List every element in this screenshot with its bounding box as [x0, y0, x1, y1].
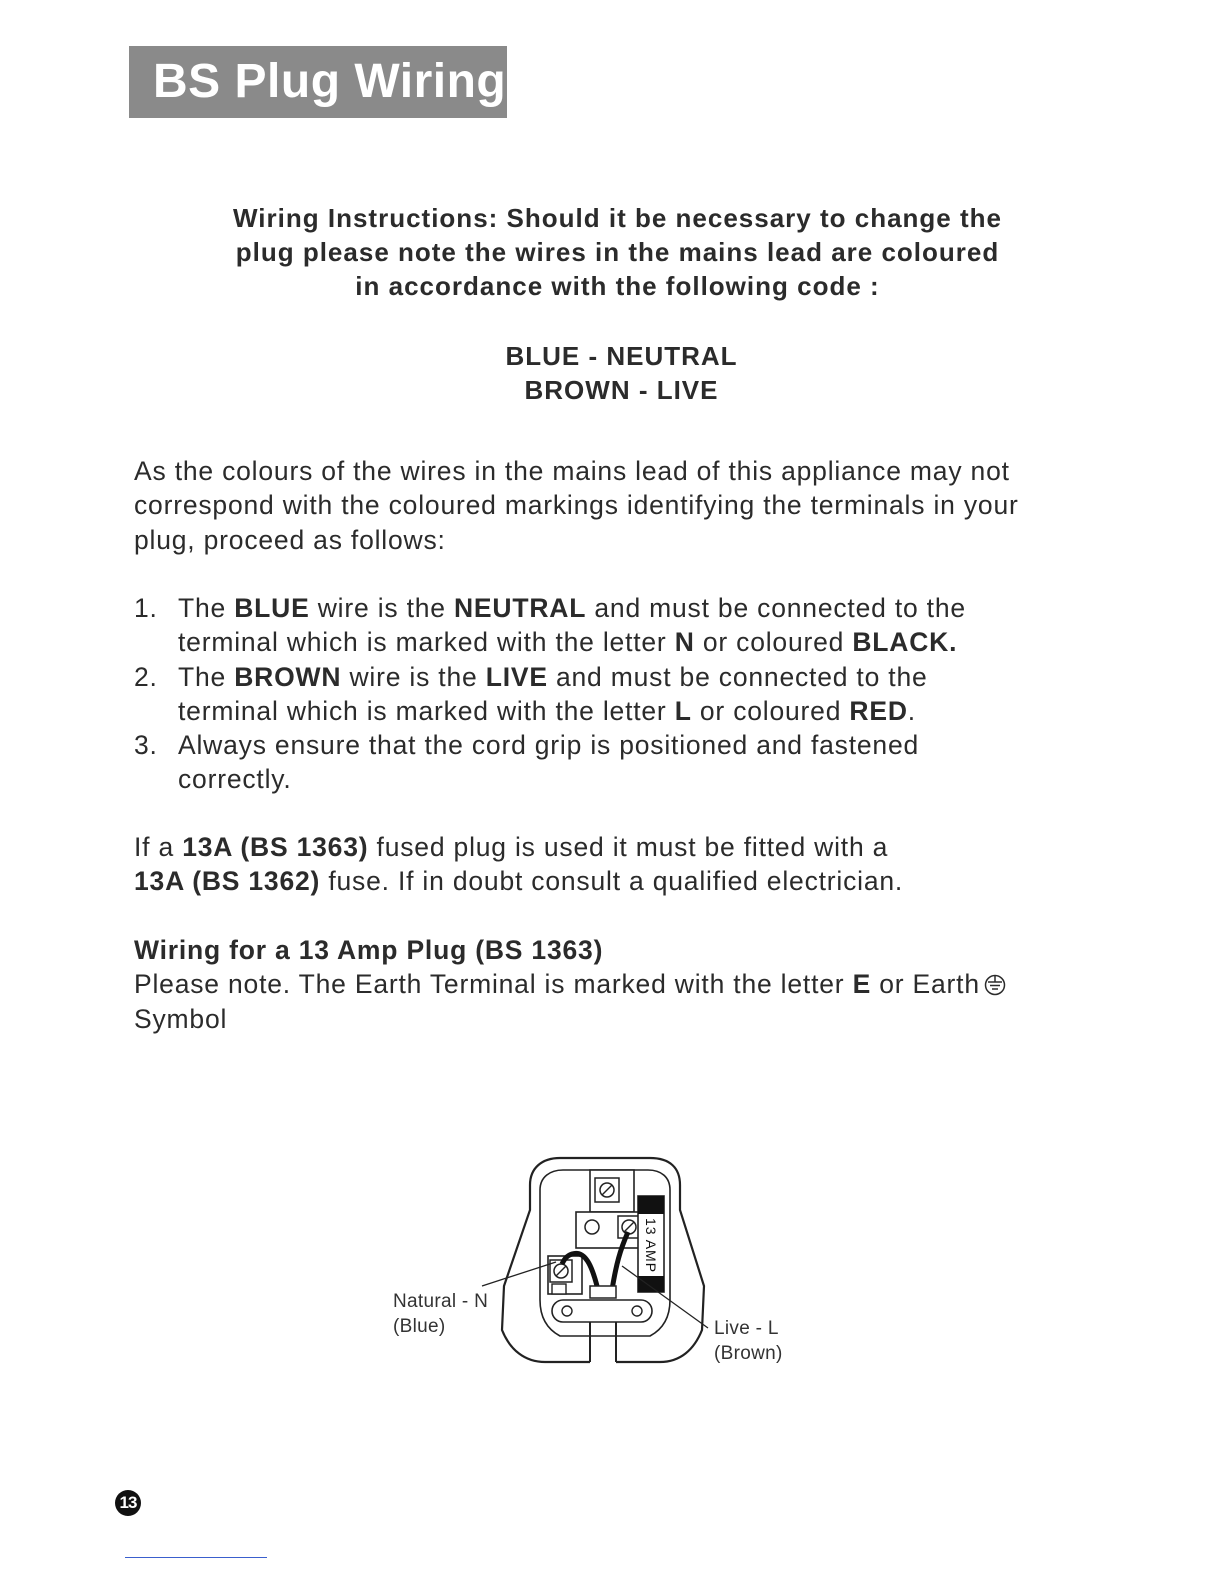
step-line: The BLUE wire is the NEUTRAL and must be connected to the [178, 593, 966, 623]
intro-line: Wiring Instructions: Should it be necessary to change the [233, 203, 1002, 233]
step-line: The BROWN wire is the LIVE and must be connected to the [178, 661, 928, 692]
page-number: 13 [115, 1490, 141, 1516]
colour-code [400, 339, 843, 407]
cord-grip-screw [562, 1306, 572, 1316]
step-1 [134, 591, 1124, 660]
fuse-line: 13A (BS 1362) fuse. If in doubt consult a qualified electrician. [134, 866, 904, 897]
step-3 [134, 728, 1124, 797]
paragraph-line: plug, proceed as follows: [134, 524, 446, 555]
colour-warning-paragraph [134, 454, 1124, 557]
step-number: 1. [134, 593, 158, 623]
fuse-cap-top [638, 1196, 664, 1214]
live-colour-label: (Brown) [714, 1343, 783, 1364]
earth-line: Symbol [134, 1003, 228, 1034]
neutral-colour-label: (Blue) [393, 1316, 446, 1337]
step-number: 2. [134, 661, 158, 692]
earth-section [134, 933, 1124, 1036]
earth-heading: Wiring for a 13 Amp Plug (BS 1363) [134, 935, 604, 965]
brown-live-code: BROWN - LIVE [524, 375, 719, 405]
earth-symbol-icon [984, 974, 1006, 996]
intro-line: plug please note the wires in the mains lead are coloured [235, 237, 1000, 267]
paragraph-line: correspond with the coloured markings identifying the terminals in your [134, 490, 1019, 521]
footer-divider [125, 1557, 267, 1558]
wiring-instructions-intro [150, 201, 1085, 303]
live-label: Live - L [714, 1318, 779, 1339]
pin-hole [585, 1220, 599, 1234]
intro-line: in accordance with the following code : [355, 271, 880, 301]
fuse-cap-bottom [638, 1276, 664, 1292]
step-line: correctly. [178, 764, 292, 795]
page-title: BS Plug Wiring [129, 46, 507, 118]
step-line: Always ensure that the cord grip is positioned and fastened [178, 730, 920, 761]
fuse-label: 13 AMP [643, 1218, 659, 1274]
fuse-paragraph [134, 830, 1124, 899]
paragraph-line: As the colours of the wires in the mains lead of this appliance may not [134, 456, 1010, 486]
step-2 [134, 660, 1124, 729]
cord-grip-screw [632, 1306, 642, 1316]
step-line: terminal which is marked with the letter N or coloured BLACK. [178, 627, 958, 658]
earth-line: Please note. The Earth Terminal is marked with the letter E or Earth [134, 967, 1124, 1001]
cord-clamp [590, 1286, 616, 1298]
wiring-steps-list [134, 591, 1124, 797]
step-number: 3. [134, 730, 158, 761]
fuse-line: If a 13A (BS 1363) fused plug is used it must be fitted with a [134, 832, 889, 862]
neutral-leader-line [482, 1262, 556, 1286]
neutral-label: Natural - N [393, 1291, 489, 1312]
step-line: terminal which is marked with the letter L or coloured RED. [178, 695, 916, 726]
blue-neutral-code: BLUE - NEUTRAL [505, 341, 738, 371]
